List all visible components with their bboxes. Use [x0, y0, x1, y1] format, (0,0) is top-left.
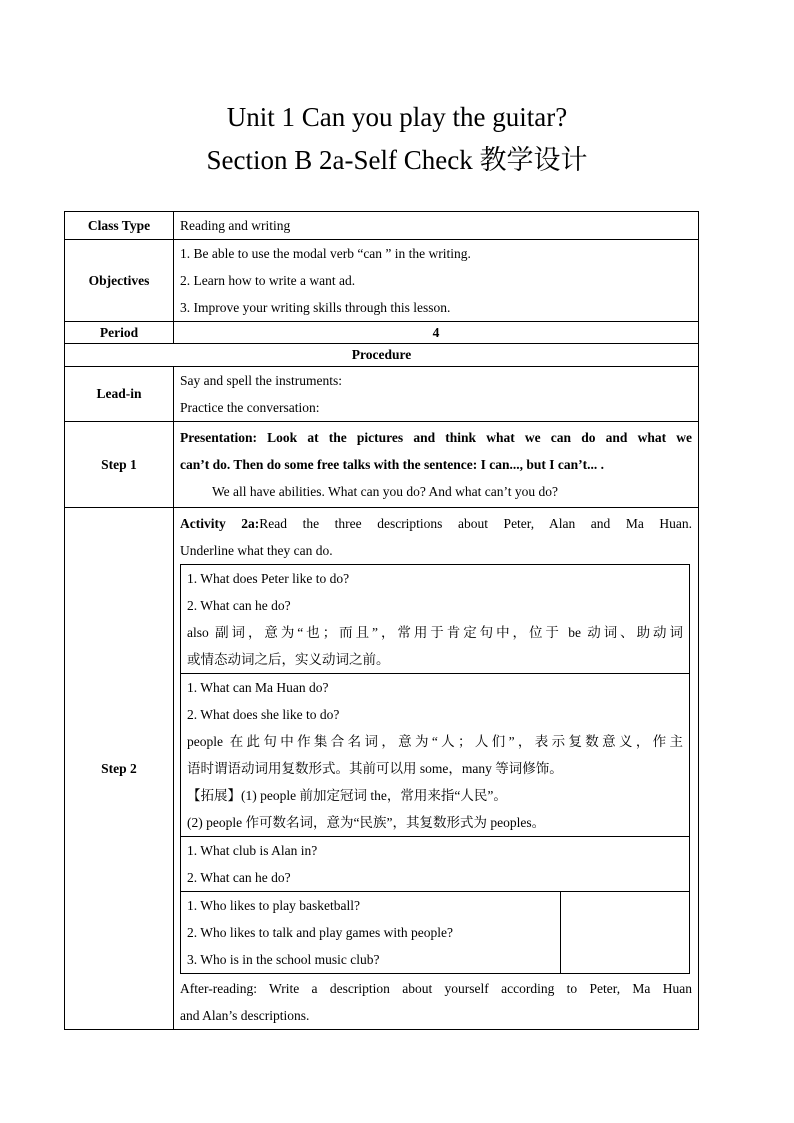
note: 语时谓语动词用复数形式。其前可以用 some，many 等词修饰。 — [187, 761, 563, 776]
question: 1. What can Ma Huan do? — [187, 680, 329, 695]
note: also 副词，意为“也；而且”，常用于肯定句中，位于 be 动词、助动词 — [187, 625, 684, 640]
note: 或情态动词之后，实义动词之前。 — [187, 652, 390, 667]
question: 2. Who likes to talk and play games with people? — [187, 925, 453, 940]
objective-item: 1. Be able to use the modal verb “can ” in the writing. — [180, 246, 471, 261]
step-1-presentation: can’t do. Then do some free talks with the sentence: I can..., but I can’t... . — [180, 457, 604, 472]
row-class-type — [65, 212, 699, 240]
objective-item: 3. Improve your writing skills through this lesson. — [180, 300, 451, 315]
question: 2. What does she like to do? — [187, 707, 340, 722]
peter-questions — [181, 565, 690, 674]
question: 1. What club is Alan in? — [187, 843, 318, 858]
step-1-presentation: Presentation: Look at the pictures and think what we can do and what we — [180, 430, 692, 445]
activity-2a-heading: Activity 2a: — [180, 516, 260, 531]
reading-questions-table — [180, 564, 690, 974]
ma-huan-questions — [181, 674, 690, 837]
question: 2. What can he do? — [187, 870, 291, 885]
who-questions — [181, 892, 690, 974]
step-1-question: We all have abilities. What can you do? And what can’t you do? — [212, 484, 558, 499]
row-period — [65, 322, 699, 344]
question: 1. What does Peter like to do? — [187, 571, 350, 586]
answer-blank-cell — [561, 892, 690, 974]
procedure-heading: Procedure — [65, 344, 699, 367]
lead-in-line: Practice the conversation: — [180, 400, 320, 415]
note: (2) people 作可数名词，意为“民族”，其复数形式为 peoples。 — [187, 815, 546, 830]
document-title: Unit 1 Can you play the guitar? — [226, 102, 568, 132]
objectives-label: Objectives — [65, 240, 174, 322]
question: 1. Who likes to play basketball? — [187, 898, 360, 913]
activity-2a-line — [174, 510, 698, 537]
question: 3. Who is in the school music club? — [187, 952, 380, 967]
period-label: Period — [65, 322, 174, 344]
step-1-label: Step 1 — [65, 422, 174, 508]
document-subtitle: Section B 2a-Self Check 教学设计 — [206, 145, 588, 175]
row-objectives — [65, 240, 699, 322]
step-2-label: Step 2 — [65, 508, 174, 1030]
note: people 在此句中作集合名词，意为“人；人们”，表示复数意义，作主 — [187, 734, 684, 749]
alan-questions — [181, 837, 690, 892]
activity-2a-instruction: Read the three descriptions about Peter, Alan and Ma Huan. — [259, 516, 692, 531]
row-step-2 — [65, 508, 699, 1030]
row-step-1 — [65, 422, 699, 508]
row-procedure — [65, 344, 699, 367]
activity-2a-line: Underline what they can do. — [180, 543, 333, 558]
after-reading-line: After-reading: Write a description about yourself according to Peter, Ma Huan — [180, 981, 692, 996]
period-value: 4 — [174, 322, 699, 344]
class-type-label: Class Type — [65, 212, 174, 240]
lead-in-line: Say and spell the instruments: — [180, 373, 342, 388]
row-lead-in — [65, 367, 699, 422]
note: 【拓展】(1) people 前加定冠词 the，常用来指“人民”。 — [187, 788, 507, 803]
lead-in-label: Lead-in — [65, 367, 174, 422]
lesson-plan-table — [64, 211, 699, 1030]
after-reading-line: and Alan’s descriptions. — [180, 1008, 310, 1023]
question: 2. What can he do? — [187, 598, 291, 613]
objective-item: 2. Learn how to write a want ad. — [180, 273, 356, 288]
class-type-value: Reading and writing — [180, 218, 291, 233]
